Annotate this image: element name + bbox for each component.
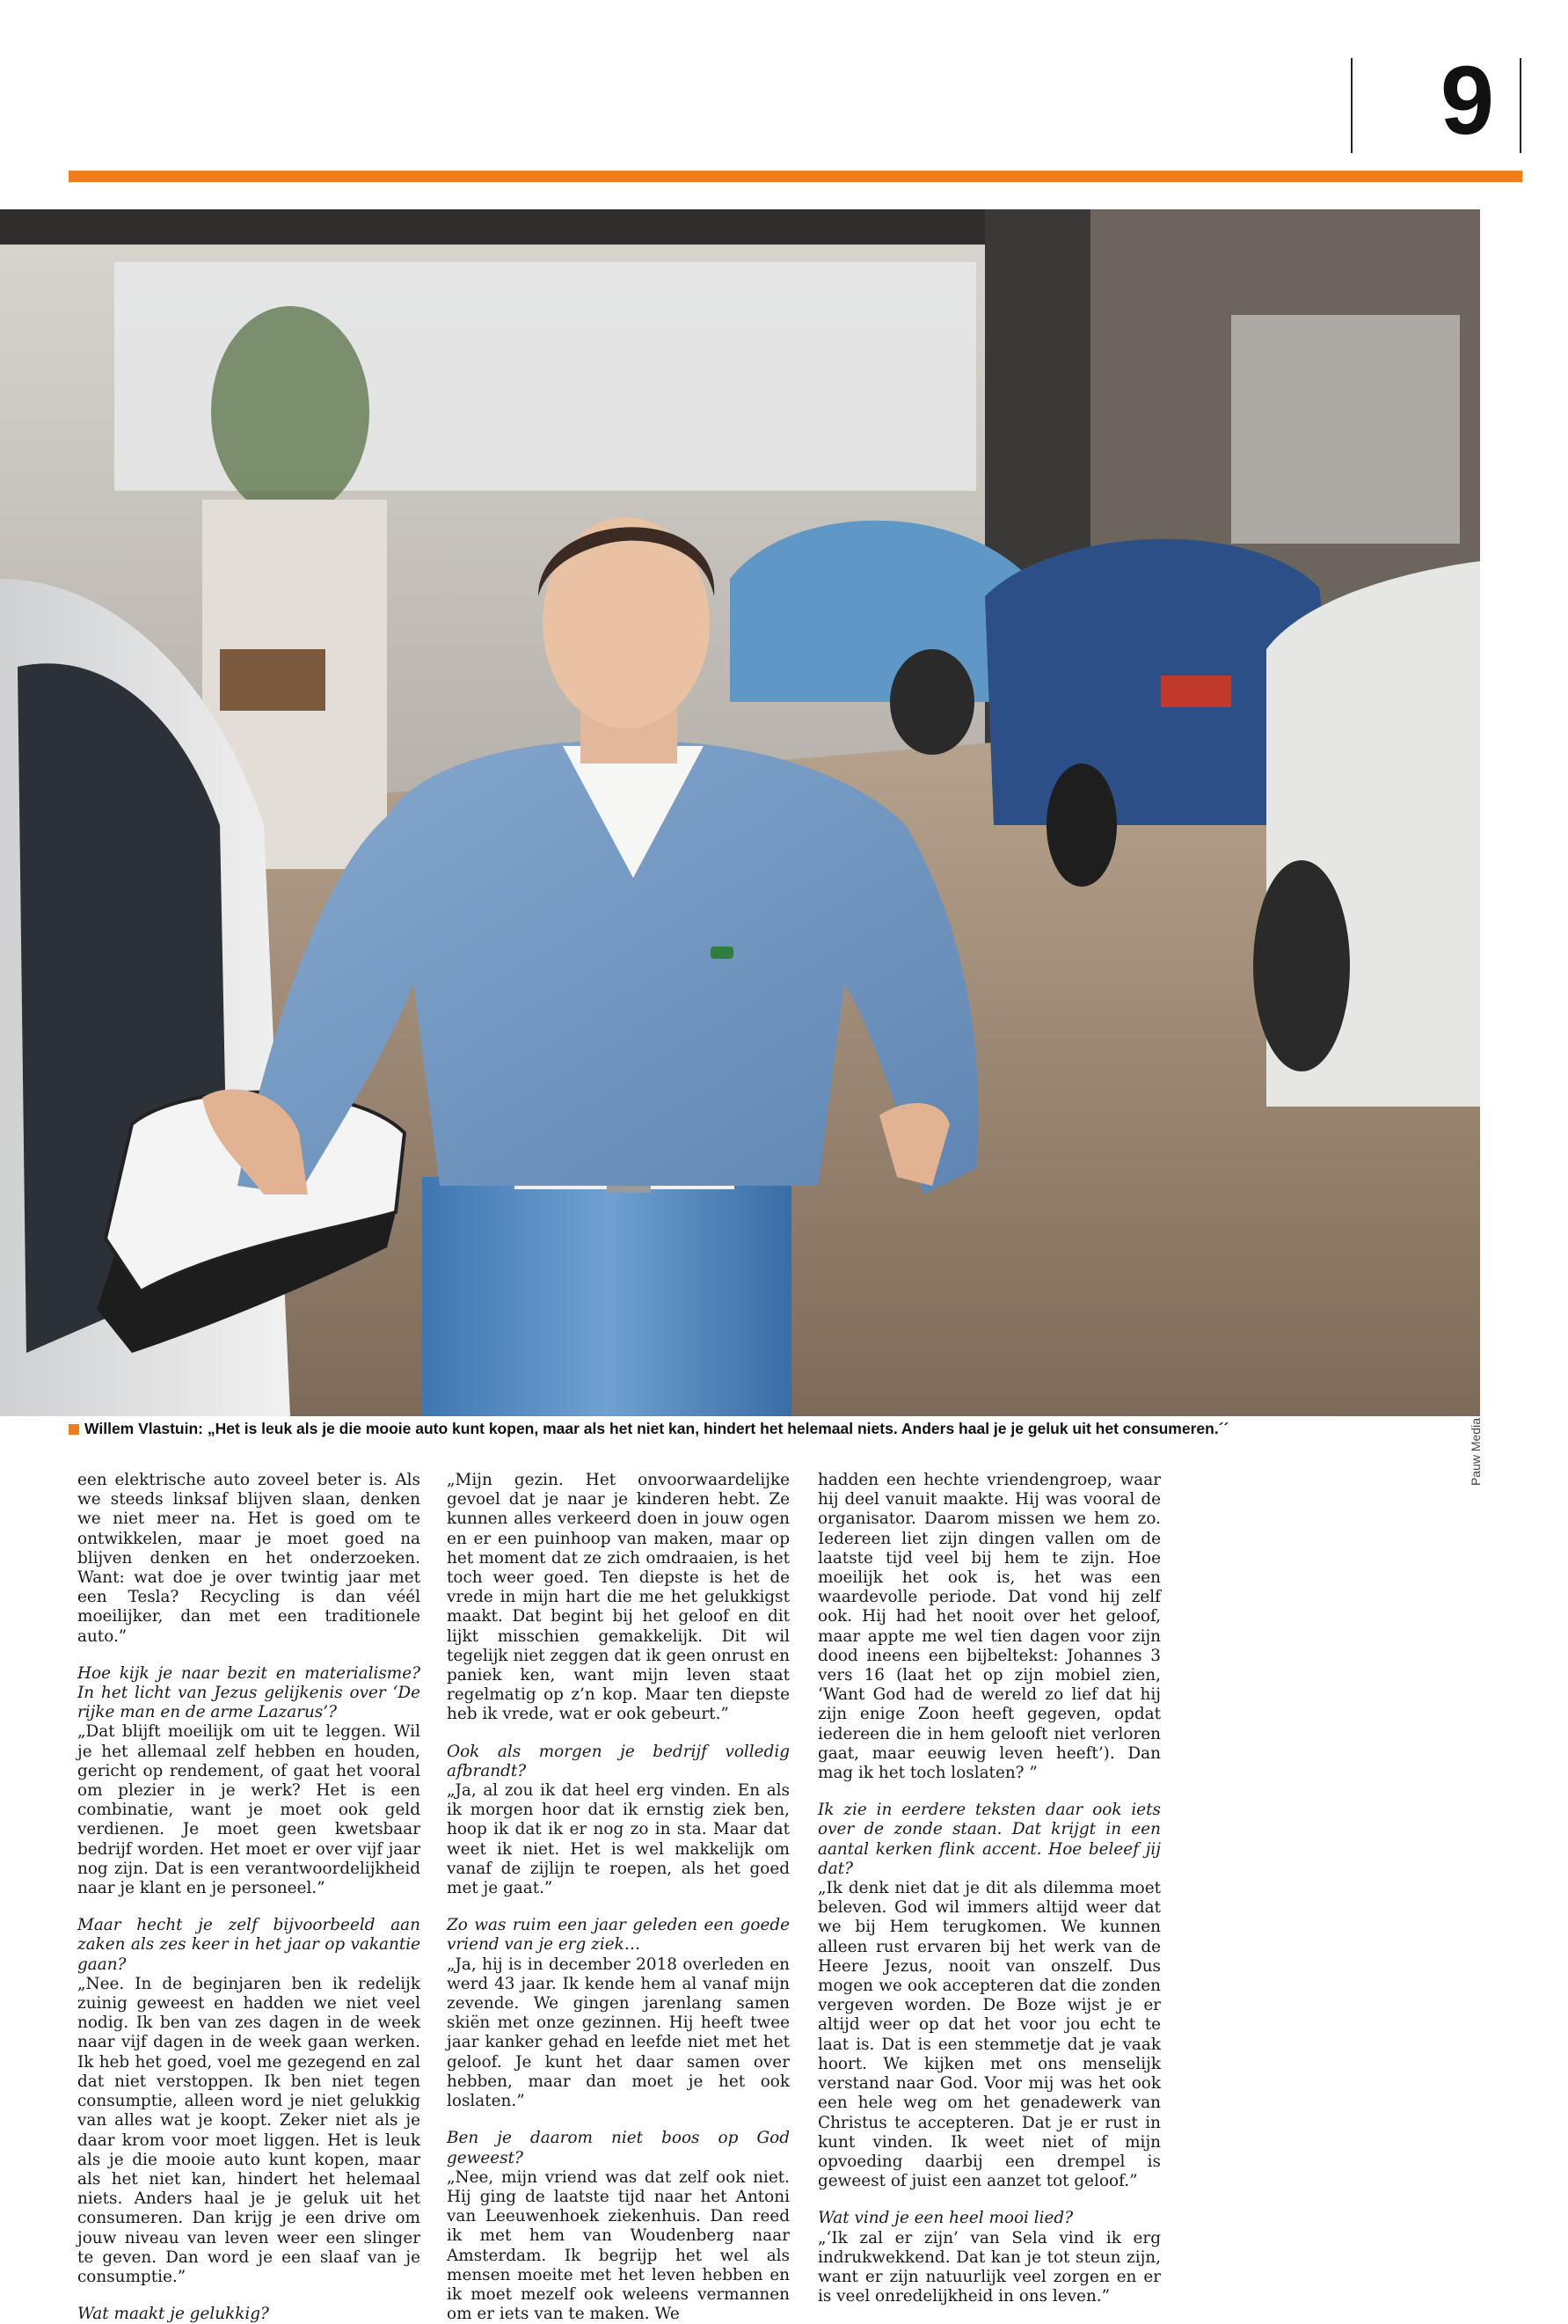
caption-quote: „Het is leuk als je die mooie auto kunt kopen, maar als het niet kan, hindert het helemaal niets. Anders haal je je geluk uit het consumeren.´´: [207, 1420, 1229, 1437]
caption-marker-icon: [69, 1424, 79, 1435]
header-divider-left: [1351, 58, 1353, 153]
interview-answer: „‘Ik zal er zijn’ van Sela vind ik erg indrukwekkend. Dat kan je tot steun zijn, want er zijn natuurlijk veel zorgen en er is veel onredelijkheid in ons leven.”: [818, 2228, 1161, 2306]
interview-answer: „Nee. In de beginjaren ben ik redelijk zuinig geweest en hadden we niet veel nodig. Ik ben van zes dagen in de week naar vijf dagen in de week gaan werken. Ik heb het goed, voel me gezegend en zal dat niet verstoppen. Ik ben niet tegen consumptie, alleen word je niet gelukkig van alles wat je koopt. Zeker niet als je daar krom voor moet liggen. Het is leuk als je die mooie auto kunt kopen, maar als het niet kan, hindert het helemaal niets. Anders haal je je geluk uit het consumeren. Dan krijg je een drive om jouw niveau van leven weer een slinger te geven. Dan word je een slaaf van je consumptie.”: [77, 1974, 420, 2286]
interview-question: Ook als morgen je bedrijf volledig afbrandt?: [447, 1742, 790, 1780]
accent-rule: [69, 171, 1522, 182]
interview-question: Maar hecht je zelf bijvoorbeeld aan zaken als zes keer in het jaar op vakantie gaan?: [77, 1916, 420, 1974]
photo-caption: [69, 1420, 1467, 1438]
page-number: 9: [1440, 47, 1494, 155]
interview-answer: „Nee, mijn vriend was dat zelf ook niet. Hij ging de laatste tijd naar het Antoni van Leeuwenhoek ziekenhuis. Dan reed ik met hem van Woudenberg naar Amsterdam. Ik begrijp het wel als mensen moeite met het leven hebben en ik moet mezelf ook weleens vermannen om er iets van te maken. We: [447, 2167, 790, 2324]
caption-name: Willem Vlastuin:: [84, 1420, 204, 1437]
interview-answer: „Ja, hij is in december 2018 overleden en werd 43 jaar. Ik kende hem al vanaf mijn zevende. We gingen jarenlang samen skiën met onze gezinnen. Hij heeft twee jaar kanker gehad en leefde niet met het geloof. Je kunt het daar samen over hebben, maar dan moet je het ook loslaten.”: [447, 1955, 790, 2111]
interview-answer: een elektrische auto zoveel beter is. Als we steeds linksaf blijven slaan, denken we niet meer na. Het is goed om te ontwikkelen, maar je moet goed na blijven denken en het onderzoeken. Want: wat doe je over twintig jaar met een Tesla? Recycling is dan véél moeilijker, dan met een traditionele auto.”: [77, 1471, 420, 1646]
interview-answer: „Dat blijft moeilijk om uit te leggen. Wil je het allemaal zelf hebben en houden, gericht op rendement, of gaat het vooral om plezier in je werk? Het is een combinatie, want je moet ook geld verdienen. Je moet geen kwetsbaar bedrijf worden. Het moet er over vijf jaar nog zijn. Dat is een verantwoordelijkheid naar je klant en je personeel.”: [77, 1722, 420, 1898]
interview-question: Ben je daarom niet boos op God geweest?: [447, 2129, 790, 2167]
article-column-1: [77, 1471, 420, 2324]
interview-answer: „Ik denk niet dat je dit als dilemma moet beleven. God wil immers altijd weer dat we bij Hem terugkomen. We kunnen alleen rust ervaren bij het werk van de Heere Jezus, nooit van onszelf. Dus mogen we ook accepteren dat die zonden vergeven worden. De Boze wijst je er altijd weer op dat het voor jou echt te laat is. Dat is een stemmetje dat je vaak hoort. We kijken met ons menselijk verstand naar God. Voor mij was het ook een hele weg om het genadewerk van Christus te accepteren. Dat je er rust in kunt vinden. Ik weet niet of mijn opvoeding daarbij een drempel is geweest of juist een aanzet tot geloof.”: [818, 1879, 1161, 2191]
interview-question: Ik zie in eerdere teksten daar ook iets over de zonde staan. Dat krijgt in een aantal kerken flink accent. Hoe beleef jij dat?: [818, 1801, 1161, 1878]
interview-answer: hadden een hechte vriendengroep, waar hij deel vanuit maakte. Hij was vooral de organisator. Daarom missen we hem zo. Iedereen liet zijn dingen vallen om de laatste tijd veel bij hem te zijn. Hoe moeilijk het ook is, het was een waardevolle periode. Dat vond hij zelf ook. Hij had het nooit over het geloof, maar appte me wel tien dagen voor zijn dood ineens een bijbeltekst: Johannes 3 vers 16 (laat het op zijn mobiel zien, ‘Want God had de wereld zo lief dat hij zijn enige Zoon heeft gegeven, opdat iedereen die in hem gelooft niet verloren gaat, maar eeuwig leven heeft’). Dan mag ik het toch loslaten? ”: [818, 1471, 1161, 1783]
article-column-2: [447, 1471, 790, 2324]
interview-question: Hoe kijk je naar bezit en materialisme? In het licht van Jezus gelijkenis over ‘De rijke man en de arme Lazarus’?: [77, 1663, 420, 1722]
interview-question: Wat vind je een heel mooi lied?: [818, 2209, 1074, 2228]
interview-answer: „Ja, al zou ik dat heel erg vinden. En als ik morgen hoor dat ik ernstig ziek ben, hoop ik dat ik er nog zo in sta. Maar dat weet ik niet. Het is wel makkelijk om vanaf de zijlijn te roepen, als het goed met je gaat.”: [447, 1781, 790, 1898]
photo-showroom-portrait: [0, 209, 1480, 1416]
article-column-3: [818, 1471, 1161, 2306]
interview-question: Zo was ruim een jaar geleden een goede vriend van je erg ziek…: [447, 1916, 790, 1955]
interview-answer: „Mijn gezin. Het onvoorwaardelijke gevoel dat je naar je kinderen hebt. Ze kunnen alles verkeerd doen in jouw ogen en er een puinhoop van maken, maar op het moment dat ze zich omdraaien, is het toch weer goed. Ten diepste is het de vrede in mijn hart die me het gelukkigst maakt. Dat begint bij het geloof en dit lijkt misschien gemakkelijk. Dit wil tegelijk niet zeggen dat ik geen onrust en paniek ken, want mijn leven staat regelmatig op z’n kop. Maar ten diepste heb ik vrede, wat er ook gebeurt.”: [447, 1471, 790, 1724]
interview-question: Wat maakt je gelukkig?: [77, 2305, 269, 2324]
header-divider-right: [1520, 58, 1521, 153]
photo-credit: Pauw Media: [1469, 1418, 1483, 1487]
